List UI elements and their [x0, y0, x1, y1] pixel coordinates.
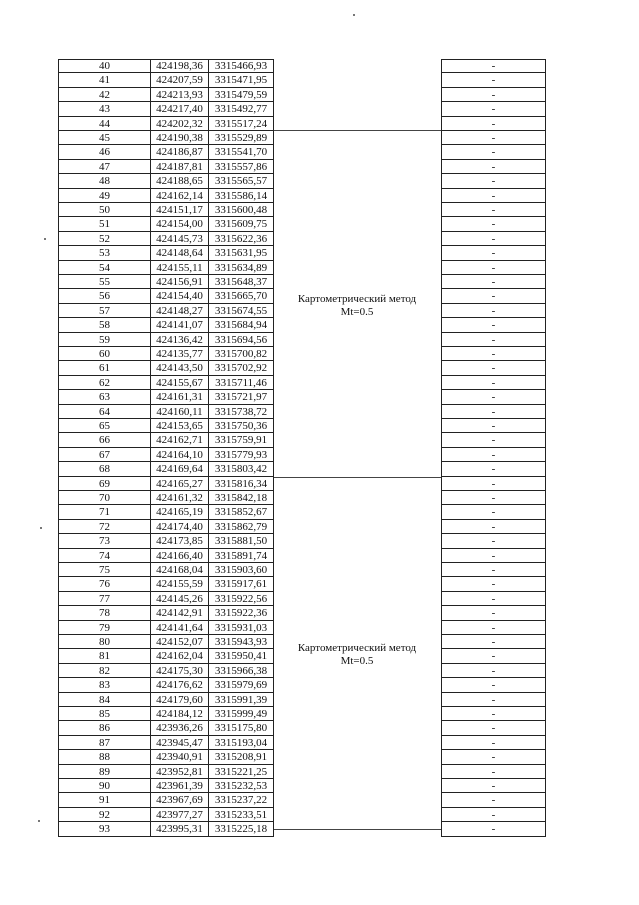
- y-coordinate-cell: 3315193,04: [208, 736, 274, 750]
- value-dash-cell: -: [441, 477, 546, 491]
- value-dash-cell: -: [441, 419, 546, 433]
- value-dash-cell: -: [441, 779, 546, 793]
- table-row: [0, 808, 639, 822]
- method-note-1: [282, 293, 432, 319]
- value-dash-cell: -: [441, 621, 546, 635]
- method-note-1-line1: Картометрический метод: [297, 293, 417, 305]
- table-row: [0, 405, 639, 419]
- point-number-cell: 47: [58, 160, 150, 174]
- point-number-cell: 51: [58, 217, 150, 231]
- table-row: [0, 549, 639, 563]
- value-dash-cell: -: [441, 549, 546, 563]
- table-row: [0, 217, 639, 231]
- value-dash-cell: -: [441, 174, 546, 188]
- x-coordinate-cell: 424179,60: [150, 693, 208, 707]
- value-dash-cell: -: [441, 73, 546, 87]
- value-dash-cell: -: [441, 721, 546, 735]
- y-coordinate-cell: 3315759,91: [208, 433, 274, 447]
- point-number-cell: 57: [58, 304, 150, 318]
- scan-speck: [40, 527, 42, 529]
- value-dash-cell: -: [441, 160, 546, 174]
- x-coordinate-cell: 424184,12: [150, 707, 208, 721]
- table-row: [0, 491, 639, 505]
- y-coordinate-cell: 3315881,50: [208, 534, 274, 548]
- method-note-2-line1: Картометрический метод: [297, 642, 417, 654]
- x-coordinate-cell: 424154,40: [150, 289, 208, 303]
- y-coordinate-cell: 3315492,77: [208, 102, 274, 116]
- point-number-cell: 44: [58, 117, 150, 131]
- y-coordinate-cell: 3315225,18: [208, 822, 274, 836]
- x-coordinate-cell: 424148,64: [150, 246, 208, 260]
- point-number-cell: 55: [58, 275, 150, 289]
- y-coordinate-cell: 3315631,95: [208, 246, 274, 260]
- x-coordinate-cell: 423952,81: [150, 765, 208, 779]
- table-row: [0, 477, 639, 491]
- point-number-cell: 59: [58, 333, 150, 347]
- table-row: [0, 275, 639, 289]
- y-coordinate-cell: 3315931,03: [208, 621, 274, 635]
- x-coordinate-cell: 423940,91: [150, 750, 208, 764]
- y-coordinate-cell: 3315665,70: [208, 289, 274, 303]
- value-dash-cell: -: [441, 750, 546, 764]
- point-number-cell: 78: [58, 606, 150, 620]
- point-number-cell: 56: [58, 289, 150, 303]
- point-number-cell: 72: [58, 520, 150, 534]
- value-dash-cell: -: [441, 232, 546, 246]
- table-row: [0, 433, 639, 447]
- value-dash-cell: -: [441, 534, 546, 548]
- y-coordinate-cell: 3315702,92: [208, 361, 274, 375]
- value-dash-cell: -: [441, 347, 546, 361]
- table-row: [0, 707, 639, 721]
- point-number-cell: 53: [58, 246, 150, 260]
- point-number-cell: 75: [58, 563, 150, 577]
- y-coordinate-cell: 3315842,18: [208, 491, 274, 505]
- x-coordinate-cell: 424174,40: [150, 520, 208, 534]
- point-number-cell: 40: [58, 59, 150, 73]
- table-row: [0, 592, 639, 606]
- y-coordinate-cell: 3315700,82: [208, 347, 274, 361]
- value-dash-cell: -: [441, 145, 546, 159]
- y-coordinate-cell: 3315221,25: [208, 765, 274, 779]
- table-row: [0, 333, 639, 347]
- y-coordinate-cell: 3315999,49: [208, 707, 274, 721]
- point-number-cell: 71: [58, 505, 150, 519]
- y-coordinate-cell: 3315966,38: [208, 664, 274, 678]
- x-coordinate-cell: 423995,31: [150, 822, 208, 836]
- point-number-cell: 41: [58, 73, 150, 87]
- table-row: [0, 721, 639, 735]
- method-section-divider-bottom: [274, 829, 441, 830]
- x-coordinate-cell: 424198,36: [150, 59, 208, 73]
- y-coordinate-cell: 3315852,67: [208, 505, 274, 519]
- x-coordinate-cell: 424207,59: [150, 73, 208, 87]
- table-row: [0, 189, 639, 203]
- point-number-cell: 48: [58, 174, 150, 188]
- x-coordinate-cell: 424148,27: [150, 304, 208, 318]
- table-row: [0, 203, 639, 217]
- table-row: [0, 563, 639, 577]
- table-row: [0, 73, 639, 87]
- x-coordinate-cell: 423961,39: [150, 779, 208, 793]
- scan-speck: [353, 14, 355, 16]
- value-dash-cell: -: [441, 793, 546, 807]
- y-coordinate-cell: 3315541,70: [208, 145, 274, 159]
- point-number-cell: 79: [58, 621, 150, 635]
- value-dash-cell: -: [441, 376, 546, 390]
- value-dash-cell: -: [441, 693, 546, 707]
- table-row: [0, 361, 639, 375]
- value-dash-cell: -: [441, 390, 546, 404]
- method-note-1-line2: Mt=0.5: [340, 306, 374, 318]
- value-dash-cell: -: [441, 405, 546, 419]
- y-coordinate-cell: 3315609,75: [208, 217, 274, 231]
- point-number-cell: 45: [58, 131, 150, 145]
- method-section-divider-top: [274, 130, 441, 131]
- y-coordinate-cell: 3315922,36: [208, 606, 274, 620]
- point-number-cell: 69: [58, 477, 150, 491]
- y-coordinate-cell: 3315479,59: [208, 88, 274, 102]
- point-number-cell: 82: [58, 664, 150, 678]
- table-row: [0, 88, 639, 102]
- y-coordinate-cell: 3315684,94: [208, 318, 274, 332]
- y-coordinate-cell: 3315634,89: [208, 261, 274, 275]
- value-dash-cell: -: [441, 217, 546, 231]
- table-row: [0, 160, 639, 174]
- point-number-cell: 46: [58, 145, 150, 159]
- y-coordinate-cell: 3315471,95: [208, 73, 274, 87]
- value-dash-cell: -: [441, 765, 546, 779]
- y-coordinate-cell: 3315175,80: [208, 721, 274, 735]
- table-row: [0, 736, 639, 750]
- table-row: [0, 390, 639, 404]
- x-coordinate-cell: 423936,26: [150, 721, 208, 735]
- table-row: [0, 765, 639, 779]
- x-coordinate-cell: 424145,73: [150, 232, 208, 246]
- y-coordinate-cell: 3315694,56: [208, 333, 274, 347]
- x-coordinate-cell: 423945,47: [150, 736, 208, 750]
- value-dash-cell: -: [441, 491, 546, 505]
- table-row: [0, 347, 639, 361]
- y-coordinate-cell: 3315208,91: [208, 750, 274, 764]
- value-dash-cell: -: [441, 189, 546, 203]
- x-coordinate-cell: 424143,50: [150, 361, 208, 375]
- point-number-cell: 92: [58, 808, 150, 822]
- value-dash-cell: -: [441, 304, 546, 318]
- table-row: [0, 577, 639, 591]
- x-coordinate-cell: 424160,11: [150, 405, 208, 419]
- value-dash-cell: -: [441, 246, 546, 260]
- point-number-cell: 89: [58, 765, 150, 779]
- value-dash-cell: -: [441, 649, 546, 663]
- scan-speck: [38, 820, 40, 822]
- value-dash-cell: -: [441, 361, 546, 375]
- x-coordinate-cell: 424166,40: [150, 549, 208, 563]
- value-dash-cell: -: [441, 808, 546, 822]
- value-dash-cell: -: [441, 664, 546, 678]
- point-number-cell: 65: [58, 419, 150, 433]
- x-coordinate-cell: 424186,87: [150, 145, 208, 159]
- table-row: [0, 462, 639, 476]
- point-number-cell: 76: [58, 577, 150, 591]
- value-dash-cell: -: [441, 606, 546, 620]
- x-coordinate-cell: 424141,64: [150, 621, 208, 635]
- point-number-cell: 70: [58, 491, 150, 505]
- x-coordinate-cell: 424202,32: [150, 117, 208, 131]
- point-number-cell: 62: [58, 376, 150, 390]
- value-dash-cell: -: [441, 333, 546, 347]
- y-coordinate-cell: 3315816,34: [208, 477, 274, 491]
- value-dash-cell: -: [441, 563, 546, 577]
- point-number-cell: 50: [58, 203, 150, 217]
- point-number-cell: 67: [58, 448, 150, 462]
- y-coordinate-cell: 3315622,36: [208, 232, 274, 246]
- point-number-cell: 42: [58, 88, 150, 102]
- x-coordinate-cell: 424162,14: [150, 189, 208, 203]
- y-coordinate-cell: 3315903,60: [208, 563, 274, 577]
- point-number-cell: 84: [58, 693, 150, 707]
- y-coordinate-cell: 3315943,93: [208, 635, 274, 649]
- value-dash-cell: -: [441, 678, 546, 692]
- point-number-cell: 85: [58, 707, 150, 721]
- value-dash-cell: -: [441, 289, 546, 303]
- y-coordinate-cell: 3315648,37: [208, 275, 274, 289]
- point-number-cell: 90: [58, 779, 150, 793]
- x-coordinate-cell: 424190,38: [150, 131, 208, 145]
- value-dash-cell: -: [441, 462, 546, 476]
- table-row: [0, 117, 639, 131]
- point-number-cell: 88: [58, 750, 150, 764]
- point-number-cell: 49: [58, 189, 150, 203]
- value-dash-cell: -: [441, 707, 546, 721]
- table-row: [0, 419, 639, 433]
- x-coordinate-cell: 424141,07: [150, 318, 208, 332]
- y-coordinate-cell: 3315917,61: [208, 577, 274, 591]
- y-coordinate-cell: 3315979,69: [208, 678, 274, 692]
- y-coordinate-cell: 3315738,72: [208, 405, 274, 419]
- x-coordinate-cell: 424188,65: [150, 174, 208, 188]
- point-number-cell: 63: [58, 390, 150, 404]
- point-number-cell: 81: [58, 649, 150, 663]
- x-coordinate-cell: 424155,59: [150, 577, 208, 591]
- point-number-cell: 77: [58, 592, 150, 606]
- point-number-cell: 68: [58, 462, 150, 476]
- y-coordinate-cell: 3315517,24: [208, 117, 274, 131]
- y-coordinate-cell: 3315232,53: [208, 779, 274, 793]
- point-number-cell: 64: [58, 405, 150, 419]
- table-row: [0, 246, 639, 260]
- point-number-cell: 93: [58, 822, 150, 836]
- y-coordinate-cell: 3315779,93: [208, 448, 274, 462]
- table-row: [0, 376, 639, 390]
- table-row: [0, 131, 639, 145]
- value-dash-cell: -: [441, 822, 546, 836]
- y-coordinate-cell: 3315891,74: [208, 549, 274, 563]
- method-section-divider-middle: [274, 477, 441, 478]
- x-coordinate-cell: 424161,32: [150, 491, 208, 505]
- x-coordinate-cell: 424156,91: [150, 275, 208, 289]
- x-coordinate-cell: 424162,71: [150, 433, 208, 447]
- x-coordinate-cell: 424154,00: [150, 217, 208, 231]
- x-coordinate-cell: 424152,07: [150, 635, 208, 649]
- table-row: [0, 145, 639, 159]
- point-number-cell: 66: [58, 433, 150, 447]
- x-coordinate-cell: 424176,62: [150, 678, 208, 692]
- value-dash-cell: -: [441, 275, 546, 289]
- value-dash-cell: -: [441, 131, 546, 145]
- value-dash-cell: -: [441, 635, 546, 649]
- y-coordinate-cell: 3315750,36: [208, 419, 274, 433]
- value-dash-cell: -: [441, 520, 546, 534]
- x-coordinate-cell: 424213,93: [150, 88, 208, 102]
- value-dash-cell: -: [441, 117, 546, 131]
- table-row: [0, 232, 639, 246]
- point-number-cell: 91: [58, 793, 150, 807]
- point-number-cell: 61: [58, 361, 150, 375]
- value-dash-cell: -: [441, 59, 546, 73]
- y-coordinate-cell: 3315950,41: [208, 649, 274, 663]
- x-coordinate-cell: 424155,67: [150, 376, 208, 390]
- value-dash-cell: -: [441, 592, 546, 606]
- x-coordinate-cell: 424162,04: [150, 649, 208, 663]
- point-number-cell: 60: [58, 347, 150, 361]
- point-number-cell: 80: [58, 635, 150, 649]
- point-number-cell: 83: [58, 678, 150, 692]
- x-coordinate-cell: 424169,64: [150, 462, 208, 476]
- value-dash-cell: -: [441, 318, 546, 332]
- x-coordinate-cell: 424142,91: [150, 606, 208, 620]
- value-dash-cell: -: [441, 102, 546, 116]
- x-coordinate-cell: 424164,10: [150, 448, 208, 462]
- x-coordinate-cell: 424175,30: [150, 664, 208, 678]
- scan-speck: [44, 238, 46, 240]
- table-row: [0, 520, 639, 534]
- value-dash-cell: -: [441, 203, 546, 217]
- x-coordinate-cell: 424153,65: [150, 419, 208, 433]
- x-coordinate-cell: 424161,31: [150, 390, 208, 404]
- x-coordinate-cell: 424135,77: [150, 347, 208, 361]
- table-row: [0, 779, 639, 793]
- point-number-cell: 58: [58, 318, 150, 332]
- x-coordinate-cell: 424217,40: [150, 102, 208, 116]
- x-coordinate-cell: 424173,85: [150, 534, 208, 548]
- point-number-cell: 86: [58, 721, 150, 735]
- x-coordinate-cell: 424136,42: [150, 333, 208, 347]
- value-dash-cell: -: [441, 433, 546, 447]
- table-row: [0, 505, 639, 519]
- table-row: [0, 750, 639, 764]
- value-dash-cell: -: [441, 261, 546, 275]
- y-coordinate-cell: 3315862,79: [208, 520, 274, 534]
- table-row: [0, 534, 639, 548]
- table-row: [0, 793, 639, 807]
- y-coordinate-cell: 3315674,55: [208, 304, 274, 318]
- method-note-2: [282, 642, 432, 668]
- point-number-cell: 52: [58, 232, 150, 246]
- table-row: [0, 606, 639, 620]
- point-number-cell: 54: [58, 261, 150, 275]
- y-coordinate-cell: 3315991,39: [208, 693, 274, 707]
- table-row: [0, 102, 639, 116]
- x-coordinate-cell: 424168,04: [150, 563, 208, 577]
- table-row: [0, 678, 639, 692]
- value-dash-cell: -: [441, 577, 546, 591]
- x-coordinate-cell: 424165,27: [150, 477, 208, 491]
- y-coordinate-cell: 3315557,86: [208, 160, 274, 174]
- x-coordinate-cell: 424165,19: [150, 505, 208, 519]
- table-row: [0, 174, 639, 188]
- y-coordinate-cell: 3315803,42: [208, 462, 274, 476]
- x-coordinate-cell: 424187,81: [150, 160, 208, 174]
- y-coordinate-cell: 3315233,51: [208, 808, 274, 822]
- y-coordinate-cell: 3315529,89: [208, 131, 274, 145]
- point-number-cell: 74: [58, 549, 150, 563]
- point-number-cell: 87: [58, 736, 150, 750]
- value-dash-cell: -: [441, 736, 546, 750]
- value-dash-cell: -: [441, 448, 546, 462]
- y-coordinate-cell: 3315237,22: [208, 793, 274, 807]
- x-coordinate-cell: 424145,26: [150, 592, 208, 606]
- x-coordinate-cell: 423967,69: [150, 793, 208, 807]
- y-coordinate-cell: 3315466,93: [208, 59, 274, 73]
- x-coordinate-cell: 424155,11: [150, 261, 208, 275]
- y-coordinate-cell: 3315600,48: [208, 203, 274, 217]
- table-row: [0, 318, 639, 332]
- table-row: [0, 693, 639, 707]
- y-coordinate-cell: 3315565,57: [208, 174, 274, 188]
- table-row: [0, 261, 639, 275]
- value-dash-cell: -: [441, 505, 546, 519]
- y-coordinate-cell: 3315721,97: [208, 390, 274, 404]
- method-note-2-line2: Mt=0.5: [340, 655, 374, 667]
- table-row: [0, 448, 639, 462]
- point-number-cell: 73: [58, 534, 150, 548]
- y-coordinate-cell: 3315586,14: [208, 189, 274, 203]
- value-dash-cell: -: [441, 88, 546, 102]
- x-coordinate-cell: 424151,17: [150, 203, 208, 217]
- point-number-cell: 43: [58, 102, 150, 116]
- x-coordinate-cell: 423977,27: [150, 808, 208, 822]
- y-coordinate-cell: 3315711,46: [208, 376, 274, 390]
- y-coordinate-cell: 3315922,56: [208, 592, 274, 606]
- table-row: [0, 59, 639, 73]
- table-row: [0, 621, 639, 635]
